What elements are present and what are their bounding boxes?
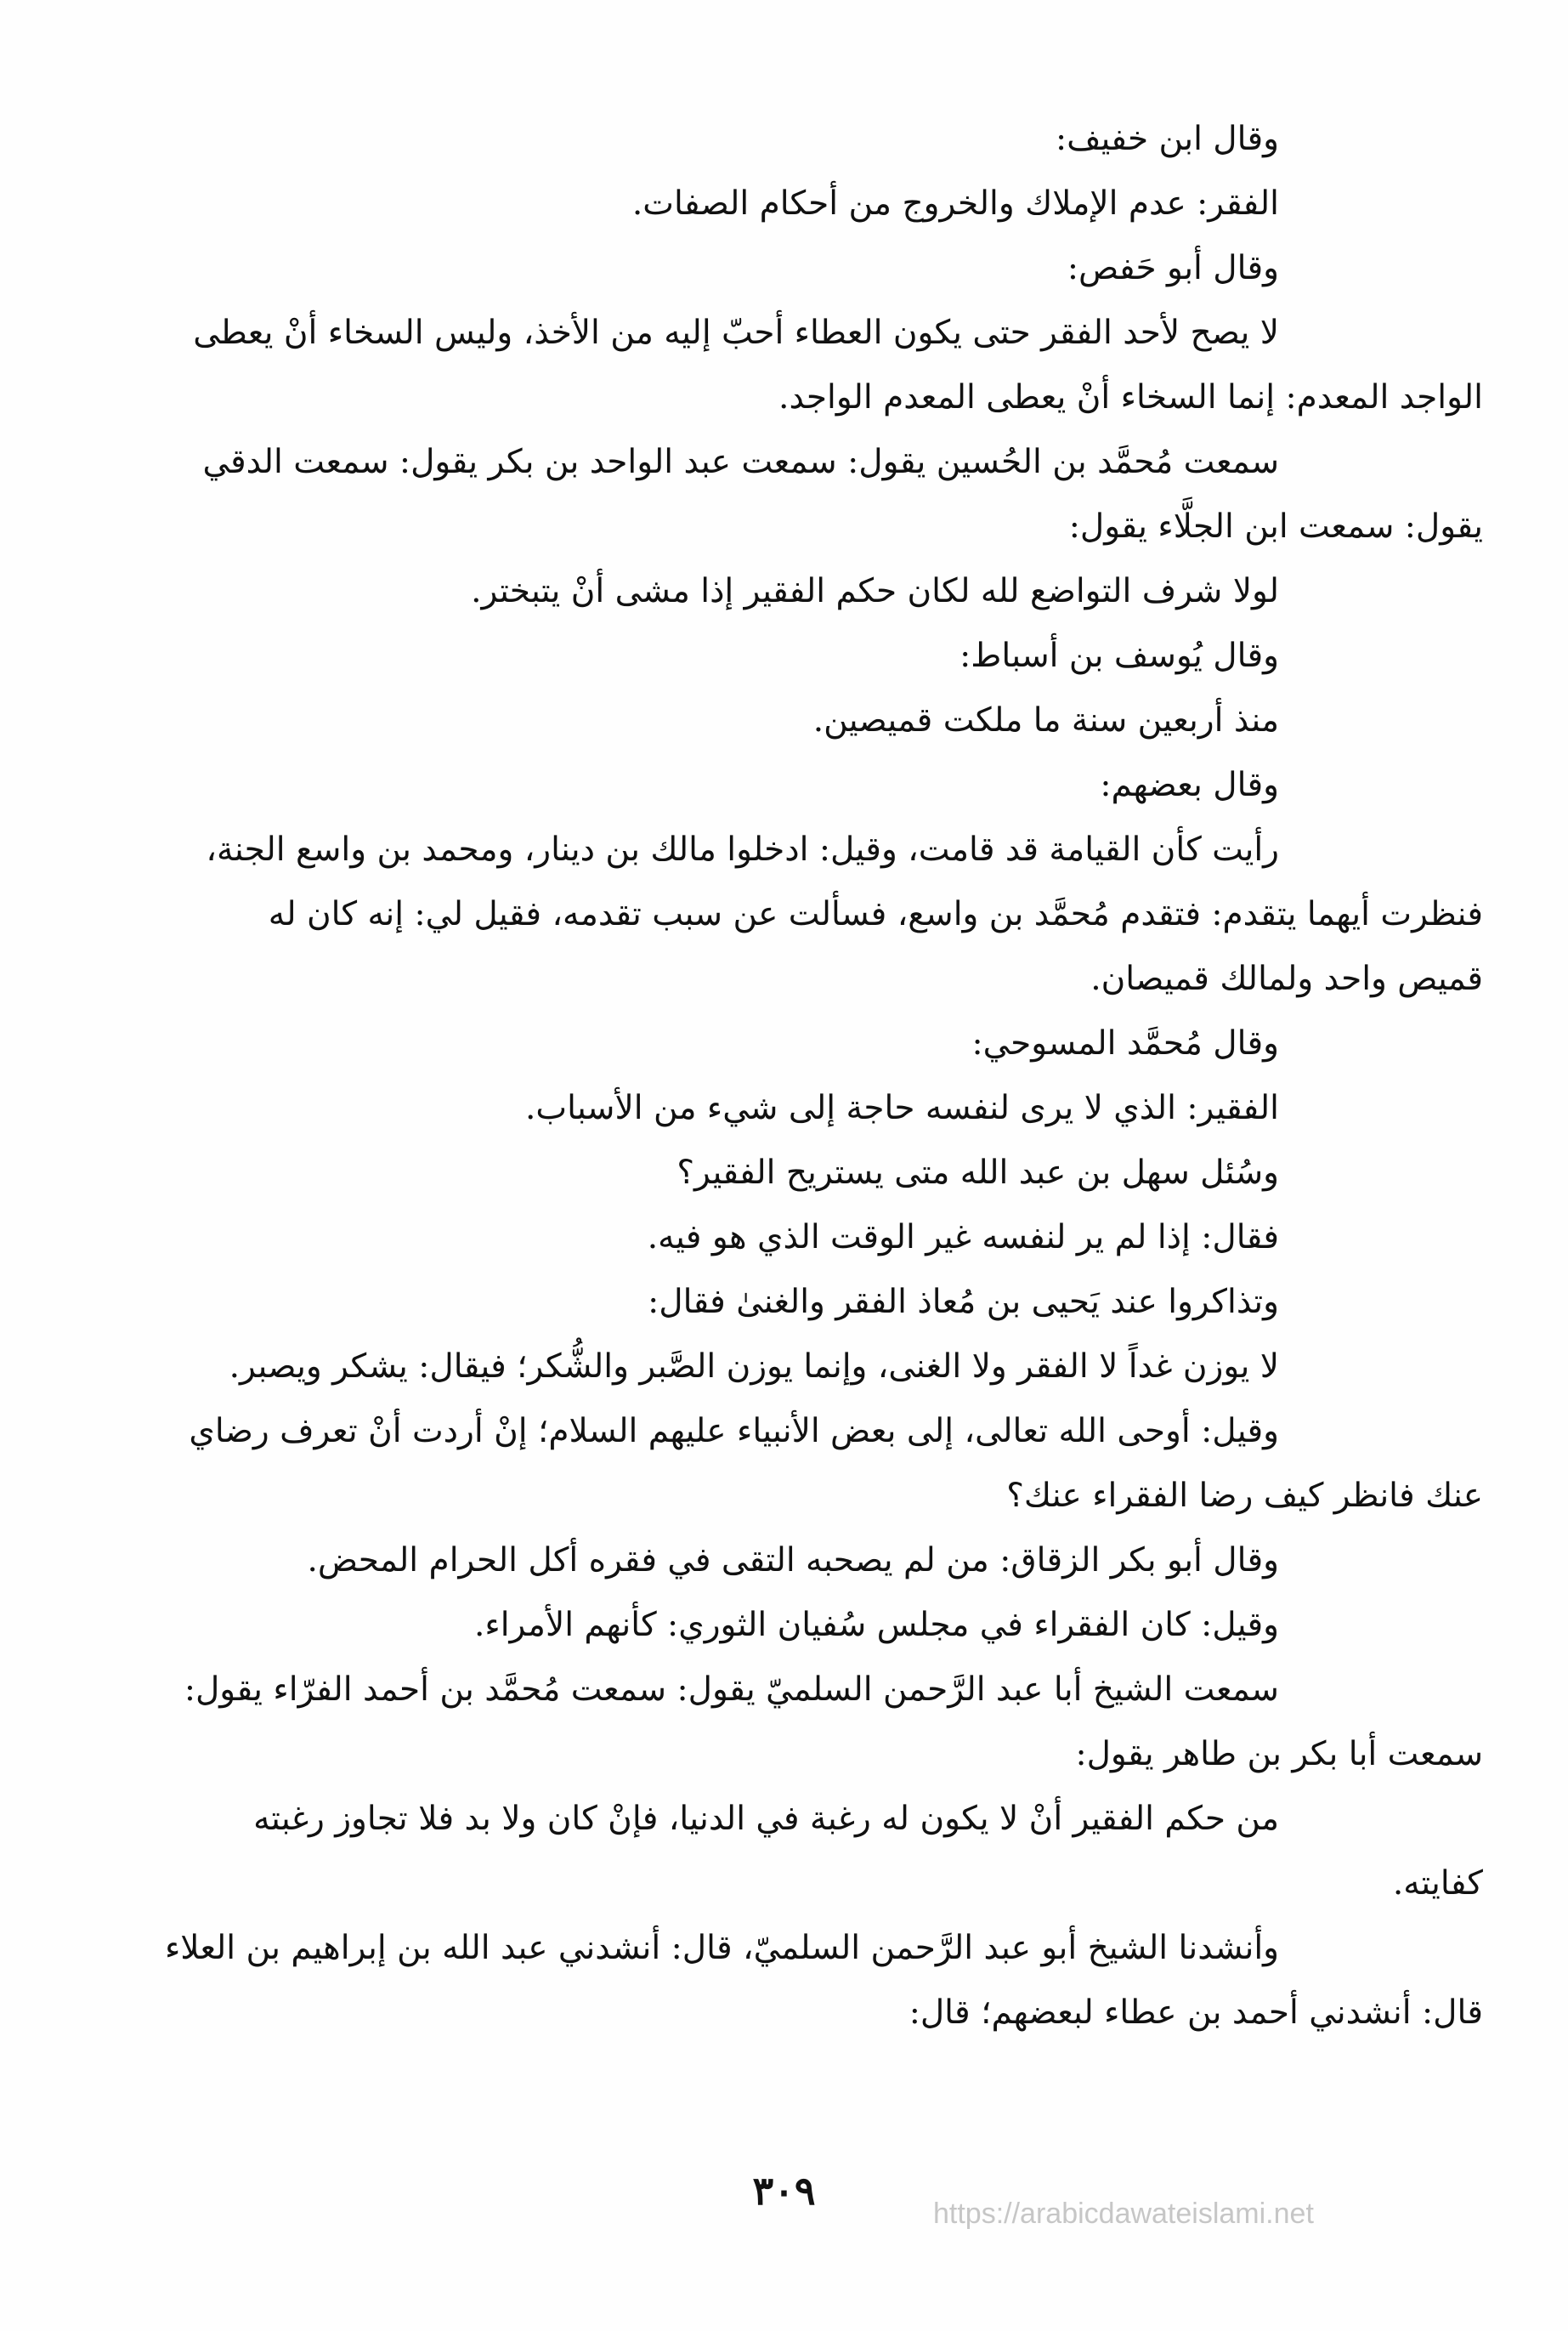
text-line: قميص واحد ولمالك قميصان. bbox=[1090, 960, 1483, 998]
text-line: يقول: سمعت ابن الجلَّاء يقول: bbox=[1068, 508, 1483, 546]
text-line: وأنشدنا الشيخ أبو عبد الرَّحمن السلميّ، قال: أنشدني عبد الله بن إبراهيم بن العلاء bbox=[164, 1929, 1279, 1967]
text-line: فقال: إذا لم ير لنفسه غير الوقت الذي هو فيه. bbox=[647, 1218, 1279, 1256]
text-line: وقال أبو بكر الزقاق: من لم يصحبه التقى في فقره أكل الحرام المحض. bbox=[307, 1541, 1279, 1580]
page-number: ٣٠٩ bbox=[752, 2168, 816, 2214]
text-line: عنك فانظر كيف رضا الفقراء عنك؟ bbox=[1006, 1477, 1483, 1515]
text-line: سمعت مُحمَّد بن الحُسين يقول: سمعت عبد الواحد بن بكر يقول: سمعت الدقي bbox=[202, 443, 1279, 481]
text-line: وقال ابن خفيف: bbox=[1056, 120, 1279, 158]
text-line: الفقر: عدم الإملاك والخروج من أحكام الصفات. bbox=[631, 184, 1279, 223]
text-line: وتذاكروا عند يَحيى بن مُعاذ الفقر والغنىٰ فقال: bbox=[648, 1283, 1279, 1321]
watermark-url: https://arabicdawateislami.net bbox=[933, 2198, 1314, 2230]
text-line: وقال مُحمَّد المسوحي: bbox=[971, 1024, 1279, 1063]
text-line: وسُئل سهل بن عبد الله متى يستريح الفقير؟ bbox=[676, 1154, 1279, 1192]
text-line: سمعت الشيخ أبا عبد الرَّحمن السلميّ يقول: سمعت مُحمَّد بن أحمد الفرّاء يقول: bbox=[184, 1670, 1279, 1709]
text-line: لا يصح لأحد الفقر حتى يكون العطاء أحبّ إليه من الأخذ، وليس السخاء أنْ يعطى bbox=[193, 314, 1279, 352]
text-line: وقيل: كان الفقراء في مجلس سُفيان الثوري: كأنهم الأمراء. bbox=[473, 1606, 1279, 1644]
text-line: رأيت كأن القيامة قد قامت، وقيل: ادخلوا مالك بن دينار، ومحمد بن واسع الجنة، bbox=[206, 831, 1279, 869]
text-line: وقال يُوسف بن أسباط: bbox=[959, 637, 1279, 675]
text-line: لا يوزن غداً لا الفقر ولا الغنى، وإنما يوزن الصَّبر والشُّكر؛ فيقال: يشكر ويصبر. bbox=[229, 1347, 1279, 1386]
text-line: كفايته. bbox=[1392, 1864, 1483, 1903]
text-line: من حكم الفقير أنْ لا يكون له رغبة في الدنيا، فإنْ كان ولا بد فلا تجاوز رغبته bbox=[253, 1800, 1279, 1838]
text-line: لولا شرف التواضع لله لكان حكم الفقير إذا مشى أنْ يتبختر. bbox=[471, 572, 1279, 610]
text-line: وقيل: أوحى الله تعالى، إلى بعض الأنبياء عليهم السلام؛ إنْ أردت أنْ تعرف رضاي bbox=[189, 1412, 1279, 1450]
page-text bbox=[157, 107, 1483, 2045]
text-line: الواجد المعدم: إنما السخاء أنْ يعطى المعدم الواجد. bbox=[778, 378, 1483, 417]
text-line: قال: أنشدني أحمد بن عطاء لبعضهم؛ قال: bbox=[909, 1994, 1483, 2032]
text-line: فنظرت أيهما يتقدم: فتقدم مُحمَّد بن واسع، فسألت عن سبب تقدمه، فقيل لي: إنه كان له bbox=[268, 895, 1483, 933]
text-line: الفقير: الذي لا يرى لنفسه حاجة إلى شيء من الأسباب. bbox=[525, 1089, 1279, 1127]
text-line: منذ أربعين سنة ما ملكت قميصين. bbox=[812, 701, 1279, 740]
text-line: سمعت أبا بكر بن طاهر يقول: bbox=[1075, 1735, 1483, 1773]
text-line: وقال أبو حَفص: bbox=[1067, 249, 1279, 287]
text-line: وقال بعضهم: bbox=[1100, 766, 1279, 804]
